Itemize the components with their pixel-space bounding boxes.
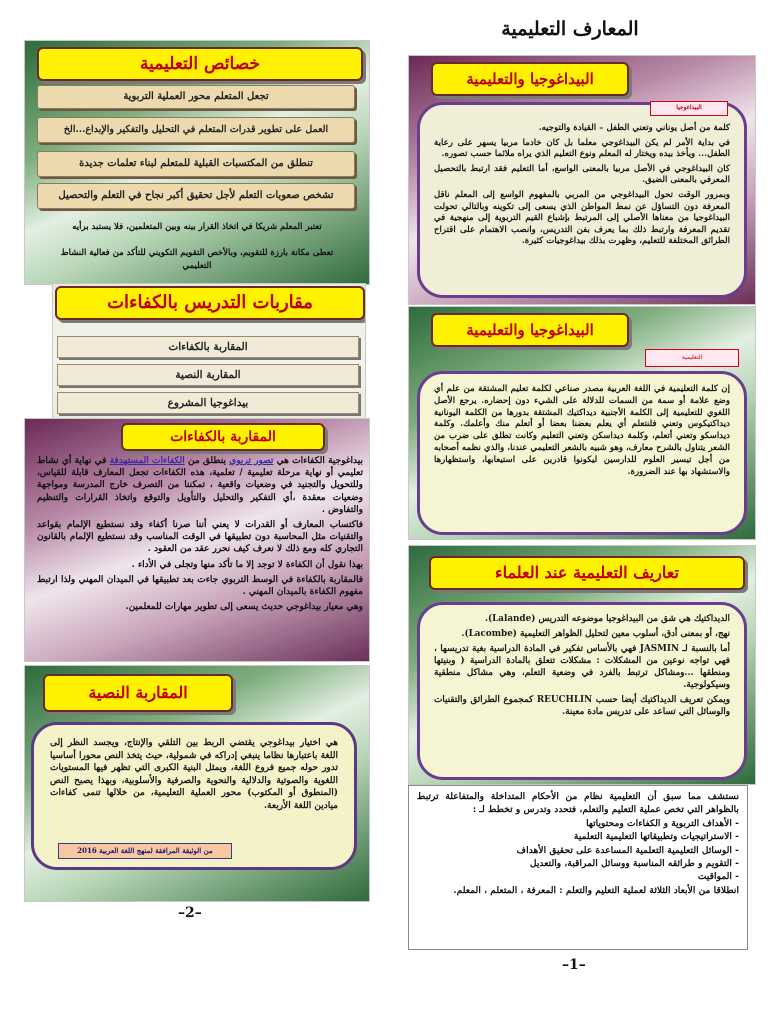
paragraph: نهج، أو بمعنى أدق، أسلوب معين لتحليل الظواهر التعليمية (Lacombe).: [461, 629, 730, 639]
paragraph: وبمرور الوقت تحول البيداغوجي من المربي بالمفهوم الواسع إلى المعلم ناقل المعرفة دون التساؤل عن نمط المواطن الذي يسعى إلى تكوينه وبالتالي تحولت البيداغوجيا من معناها الأصلي إلى المرتبط بإشباع القيم التربوية إلى منهجية في تقديم المعرفة وارتبط ذلك بما يعرف بفن التدريس، وانصب الاهتمام على اقتراح الطرائق المختلفة للتعليم، وظهرت بذلك بيداغوجيات كثيرة.: [434, 189, 730, 247]
paragraph: أما بالنسبة لـ JASMIN فهي بالأساس تفكير في المادة الدراسية بغية تدريسها ، فهي تواجه نوعين من المشكلات : مشكلات تتعلق بالمادة الدراسية ( وبنيتها ومنطقها ...ومشاكل ترتبط بالفرد في وضعية التعلم، وهي مشاكل منطقية وسيكولوجية.: [434, 644, 730, 690]
summary-outro: انطلاقا من الأبعاد الثلاثة لعملية التعليم والتعلم : المعرفة ، المتعلم ، المعلم.: [453, 884, 739, 896]
definitions-title: تعاريف التعليمية عند العلماء: [429, 556, 745, 590]
textual-body: هي اختيار بيداغوجي يقتضي الربط بين التلقي والإنتاج، ويجسد النظر إلى اللغة باعتبارها نظاما ينبغي إدراكه في شمولية، حيث يتخذ النص محورا أساسيا تدور حوله جميع فروع اللغة، ويمثل البنية الكبرى التي تظهر فيها المستويات اللغوية والصوتية والدلالية والنحوية والصرفية والأسلوبية، وبهذا يصبح النص (المنطوق أو المكتوب) محور العملية التعليمية، من خلالها تنمى كفاءات ميادين اللغة الأربعة.: [50, 738, 338, 811]
approaches-panel: [52, 283, 366, 420]
textual-panel: [24, 665, 370, 902]
inline-link[interactable]: تصور تربوي: [229, 456, 274, 466]
page-title: المعارف التعليمية: [501, 18, 639, 40]
pedagogy-panel-1: [408, 55, 756, 305]
definitions-panel: [408, 545, 756, 785]
paragraph: فاكتساب المعارف أو القدرات لا يعني أننا صرنا أكفاء وقد نستطيع الإلمام بقواعد والتقنيات مثل المحاسبة دون تطبيقها في الوقت المناسب وقد نستطيع الإلمام بالقانون التجاري كله ومع ذلك لا نعرف كيف نحرر عقد من العقود .: [37, 520, 363, 555]
summary-item: - الوسائل التعليمية التعلمية المساعدة على تحقيق الأهداف: [516, 844, 739, 856]
paragraph: بهذا نقول أن الكفاءة لا توجد إلا ما تأكد منها وتجلى في الأداء .: [131, 559, 363, 570]
page-number-left: –2–: [178, 905, 202, 921]
pedagogy-body-2: إن كلمة التعليمية في اللغة العربية مصدر صناعي لكلمة تعليم المشتقة من علم أي وضع علامة أو سمة من السمات للدلالة على الشيء دون إحضاره. يرجع الأصل اللغوي للتعليمية إلى الكلمة الأجنبية ديداكتيك المشتقة بدورها من الكلمة اليونانية ديداكتيكوس وتعني فلنتعلم أي يعلم بعضنا بعضا أو أتعلم منك وأعلمك. وكلمة ديداسكو وتعني أتعلم، وكلمة ديداسكن وتعني التعليم وكانت تطلق على ضرب من الشعر يتناول بالشرح معارف، وهو شبيه بالشعر التعليمي عندنا، والذي نظمه أصحابه من أجل تيسير العلوم للدارسين ليكونوا قادرين على استيعابها، واستظهارها والاستشهاد بها عند الضرورة.: [434, 384, 730, 477]
summary-item: - التقويم و طرائقه المناسبة ووسائل المراقبة، والتعديل: [529, 858, 739, 870]
characteristics-title: خصائص التعليمية: [37, 47, 363, 81]
paragraph: كان البيداغوجي في الأصل مربيا بالمعنى الواسع، أما التعليم فقد ارتبط بالتحصيل المعرفي بالمعنى الضيق.: [434, 163, 730, 186]
feature-item: تجعل المتعلم محور العملية التربوية: [37, 85, 355, 109]
approach-item: بيداغوجيا المشروع: [57, 392, 359, 414]
paragraph: في بداية الأمر لم يكن البيداغوجي معلما بل كان خادما مربيا يسهر على رعاية الطفل... ويأخذ بيده ويختار له المعلم ونوع التعليم الذي يراه ملائما حسب تصوره.: [434, 137, 730, 160]
pedagogy-panel-2: [408, 306, 756, 540]
paragraph: الديداكتيك هي شق من البيداغوجيا موضوعه التدريس (Lalande).: [484, 614, 730, 624]
summary-item: - الأهداف التربوية و الكفاءات ومحتوياتها: [586, 817, 739, 829]
competency-body: بيداغوجية الكفاءات هي تصور تربوي ينطلق من الكفاءات المستهدفة في نهاية أي نشاط تعليمي أو نهاية مرحلة تعليمية / تعلمية، هذه الكفاءات تجعل المعارف قابلة للقياس، وللتحويل والتجنيد في وضعيات واقعية ، تمكننا من التصرف خارج المدرسة ومواجهة وضعيات معقدة ،أي التفكير والتحليل والتأويل والتوقع واتخاذ القرارات والتنظيم والتفاوض . فاكتساب المعارف أو القدرات لا يعني أننا صرنا أكفاء وقد نستطيع الإلمام بقواعد والتقنيات مثل المحاسبة دون تطبيقها في الوقت المناسب وقد نستطيع الإلمام بالقانون التجاري كله ومع ذلك لا نعرف كيف نحرر عقد من العقود . بهذا نقول أن الكفاءة لا توجد إلا ما تأكد منها وتجلى في الأداء . فالمقاربة بالكفاءة في الوسط التربوي جاءت بعد تطبيقها في الميدان المهني ولذا ارتبط مفهوم الكفاءة بالميدان المهني . وهي معيار بيداغوجي حديث يسعى إلى تطوير مهارات للمعلمين.: [37, 456, 363, 613]
pedagogy-bubble-2: [417, 371, 747, 535]
paragraph: وهي معيار بيداغوجي حديث يسعى إلى تطوير مهارات للمعلمين.: [125, 602, 363, 613]
inline-link[interactable]: الكفاءات المستهدفة: [109, 456, 185, 466]
competency-panel: [24, 418, 370, 662]
source-label: من الوثيقة المرافقة لمنهج اللغة العربية 2016: [58, 843, 232, 859]
summary-intro: نستشف مما سبق أن التعليمية نظام من الأحكام المتداخلة والمتفاعلة ترتبط بالظواهر التي تخص عملية التعليم والتعلم، فتحدد وتدرس و تخطط لـ :: [417, 791, 739, 816]
pedagogy-bubble-1: [417, 102, 747, 298]
feature-item: تنطلق من المكتسبات القبلية للمتعلم لبناء تعلمات جديدة: [37, 151, 355, 177]
approach-item: المقاربة النصية: [57, 364, 359, 386]
feature-item: تعتبر المعلم شريكا في اتخاذ القرار بينه وبين المتعلمين، فلا يستبد برأيه: [72, 222, 322, 232]
textual-bubble: [31, 722, 357, 870]
textual-title: المقاربة النصية: [43, 674, 233, 712]
feature-item: تشخص صعوبات التعلم لأجل تحقيق أكبر نجاح في التعلم والتحصيل: [37, 183, 355, 209]
definitions-bubble: [417, 602, 747, 780]
competency-title: المقاربة بالكفاءات: [121, 423, 325, 451]
characteristics-panel: [24, 40, 370, 285]
summary-item: - المواقيت: [697, 871, 739, 883]
feature-item: تعطى مكانة بارزة للتقويم، وبالأخص التقويم التكويني للتأكد من فعالية النشاط التعليمي: [60, 248, 334, 271]
page-number-right: –1–: [562, 957, 586, 973]
summary-box: [408, 785, 748, 950]
feature-item: العمل على تطوير قدرات المتعلم في التحليل والتفكير والإبداع...الخ: [37, 117, 355, 143]
summary-item: - الاستراتيجيات وتطبيقاتها التعليمية التعلمية: [573, 831, 739, 843]
paragraph: فالمقاربة بالكفاءة في الوسط التربوي جاءت بعد تطبيقها في الميدان المهني ولذا ارتبط مفهوم الكفاءة بالميدان المهني .: [37, 574, 363, 598]
pedagogy-title-1: البيداغوجيا والتعليمية: [431, 62, 629, 96]
pedagogy-title-2: البيداغوجيا والتعليمية: [431, 313, 629, 347]
term-label: البيداغوجيا: [650, 101, 728, 116]
approach-item: المقاربة بالكفاءات: [57, 336, 359, 358]
paragraph: كلمة من أصل يوناني وتعني الطفل – القيادة والتوجيه.: [538, 123, 730, 133]
approaches-title: مقاربات التدريس بالكفاءات: [55, 286, 365, 320]
term-label: التعليمية: [645, 349, 739, 367]
paragraph: ويمكن تعريف الديداكتيك أيضا حسب REUCHLIN كمجموع الطرائق والتقنيات والوسائل التي تساعد على تدريس مادة معينة.: [434, 695, 730, 717]
